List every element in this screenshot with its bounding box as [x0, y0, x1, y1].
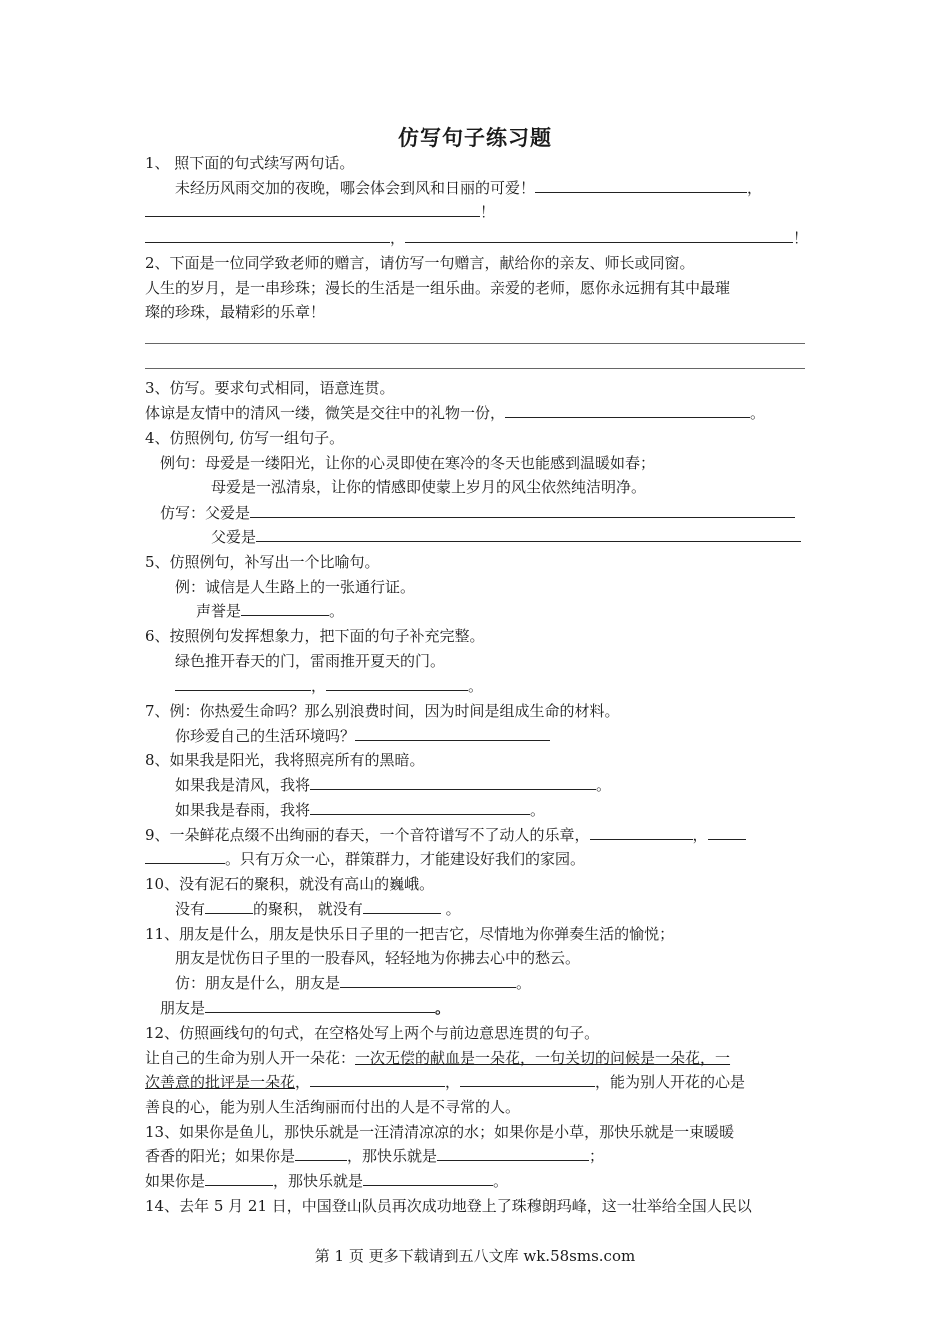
q12-prompt: 12、仿照画线句的句式，在空格处写上两个与前边意思连贯的句子。	[145, 1024, 600, 1042]
q1-answer-line-2: ， ！	[145, 228, 808, 248]
q1-example: 未经历风雨交加的夜晚，哪会体会到风和日丽的可爱！ ，	[175, 179, 763, 197]
q2-example-1: 人生的岁月，是一串珍珠；漫长的生活是一组乐曲。亲爱的老师，愿你永远拥有其中最璀	[145, 279, 731, 297]
q10-blank-1[interactable]	[205, 899, 253, 914]
q6-prompt: 6、按照例句发挥想象力，把下面的句子补充完整。	[145, 627, 485, 645]
q12-blank-1[interactable]	[310, 1072, 445, 1087]
q12-line-1: 让自己的生命为别人开一朵花：一次无偿的献血是一朵花，一句关切的问候是一朵花，一	[145, 1049, 731, 1067]
q1-answer-line-1: ！	[145, 202, 495, 222]
q7-fill: 你珍爱自己的生活环境吗？	[175, 726, 550, 746]
q1-blank-1[interactable]	[535, 178, 747, 193]
q8-blank-1[interactable]	[310, 775, 596, 790]
q9-line-2: 。只有万众一心，群策群力，才能建设好我们的家园。	[145, 849, 585, 869]
q3-blank[interactable]	[505, 403, 750, 418]
q9-blank-1[interactable]	[590, 825, 693, 840]
q13-blank-2[interactable]	[437, 1146, 589, 1161]
q9-blank-2[interactable]	[708, 825, 746, 840]
q2-answer-rule-2[interactable]	[145, 368, 805, 369]
q10-prompt: 10、没有泥石的聚积，就没有高山的巍峨。	[145, 875, 435, 893]
q11-fill-1: 仿：朋友是什么，朋友是 。	[175, 974, 532, 992]
q9-prompt: 9、一朵鲜花点缀不出绚丽的春天，一个音符谱写不了动人的乐章， ，	[145, 825, 746, 845]
q13-prompt: 13、如果你是鱼儿，那快乐就是一汪清清凉凉的水；如果你是小草，那快乐就是一束暖暖	[145, 1123, 735, 1141]
q6-example: 绿色推开春天的门，雷雨推开夏天的门。	[175, 652, 446, 670]
q4-prompt: 4、仿照例句, 仿写一组句子。	[145, 429, 345, 447]
q5-example: 例：诚信是人生路上的一张通行证。	[175, 578, 416, 596]
q7-blank[interactable]	[355, 726, 550, 741]
q5-fill: 声誉是 。	[196, 602, 345, 620]
q4-example-2: 母爱是一泓清泉，让你的情感即使蒙上岁月的风尘依然纯洁明净。	[211, 478, 647, 496]
q10-fill: 没有 的聚积， 就没有 。	[175, 900, 461, 918]
q14-prompt: 14、去年 5 月 21 日，中国登山队员再次成功地登上了珠穆朗玛峰，这一壮举给全国人民以	[145, 1197, 752, 1215]
q9-blank-3[interactable]	[145, 849, 225, 864]
q12-line-3: 善良的心，能为别人生活绚丽而付出的人是不寻常的人。	[145, 1098, 521, 1116]
q4-blank-1[interactable]	[250, 503, 795, 518]
q3-example: 体谅是友情中的清风一缕，微笑是交往中的礼物一份， 。	[145, 404, 766, 422]
q10-blank-2[interactable]	[363, 899, 441, 914]
q3-prompt: 3、仿写。要求句式相同，语意连贯。	[145, 379, 395, 397]
q7-prompt: 7、例：你热爱生命吗？那么别浪费时间，因为时间是组成生命的材料。	[145, 702, 620, 720]
q6-blank-1[interactable]	[175, 676, 311, 691]
q12-underlined-sentence: 一次无偿的献血是一朵花，一句关切的问候是一朵花，一	[355, 1049, 731, 1067]
q1-blank-2[interactable]	[145, 202, 480, 217]
q13-line-2: 香香的阳光；如果你是 ，那快乐就是 ；	[145, 1147, 605, 1165]
q8-fill-2: 如果我是春雨，我将 。	[175, 801, 546, 819]
q2-example-2: 璨的珍珠，最精彩的乐章！	[145, 303, 326, 321]
q11-fill-2: 朋友是 。	[160, 999, 451, 1017]
q13-blank-4[interactable]	[363, 1171, 493, 1186]
q1-prompt: 1、 照下面的句式续写两句话。	[145, 154, 355, 172]
q4-imitate-2: 父爱是	[211, 527, 801, 547]
page-title: 仿写句子练习题	[398, 125, 552, 150]
q5-blank[interactable]	[241, 601, 329, 616]
q1-blank-3[interactable]	[145, 228, 390, 243]
q2-answer-rule-1[interactable]	[145, 343, 805, 344]
q6-fill: ， 。	[175, 676, 483, 696]
q13-line-3: 如果你是 ，那快乐就是 。	[145, 1172, 509, 1190]
q4-imitate-1: 仿写：父爱是	[160, 503, 795, 523]
page-footer: 第 1 页 更多下载请到五八文库 wk.58sms.com	[314, 1247, 636, 1265]
q8-blank-2[interactable]	[310, 800, 530, 815]
q2-prompt: 2、下面是一位同学致老师的赠言，请仿写一句赠言，献给你的亲友、师长或同窗。	[145, 254, 695, 272]
q5-prompt: 5、仿照例句，补写出一个比喻句。	[145, 553, 380, 571]
q11-blank-2[interactable]	[205, 998, 435, 1013]
q12-line-2: 次善意的批评是一朵花， ， ，能为别人开花的心是	[145, 1073, 746, 1091]
q12-blank-2[interactable]	[460, 1072, 595, 1087]
q11-line-2: 朋友是忧伤日子里的一股春风，轻轻地为你拂去心中的愁云。	[175, 949, 581, 967]
q4-example-1: 例句：母爱是一缕阳光，让你的心灵即使在寒冷的冬天也能感到温暖如春；	[160, 454, 656, 472]
q13-blank-1[interactable]	[295, 1146, 347, 1161]
q11-blank-1[interactable]	[340, 973, 516, 988]
q8-fill-1: 如果我是清风，我将 。	[175, 776, 612, 794]
q13-blank-3[interactable]	[205, 1171, 273, 1186]
q4-blank-2[interactable]	[256, 527, 801, 542]
q6-blank-2[interactable]	[326, 676, 468, 691]
q11-prompt: 11、朋友是什么，朋友是快乐日子里的一把吉它，尽情地为你弹奏生活的愉悦；	[145, 925, 675, 943]
q1-blank-4[interactable]	[405, 228, 793, 243]
q8-prompt: 8、如果我是阳光，我将照亮所有的黑暗。	[145, 751, 425, 769]
